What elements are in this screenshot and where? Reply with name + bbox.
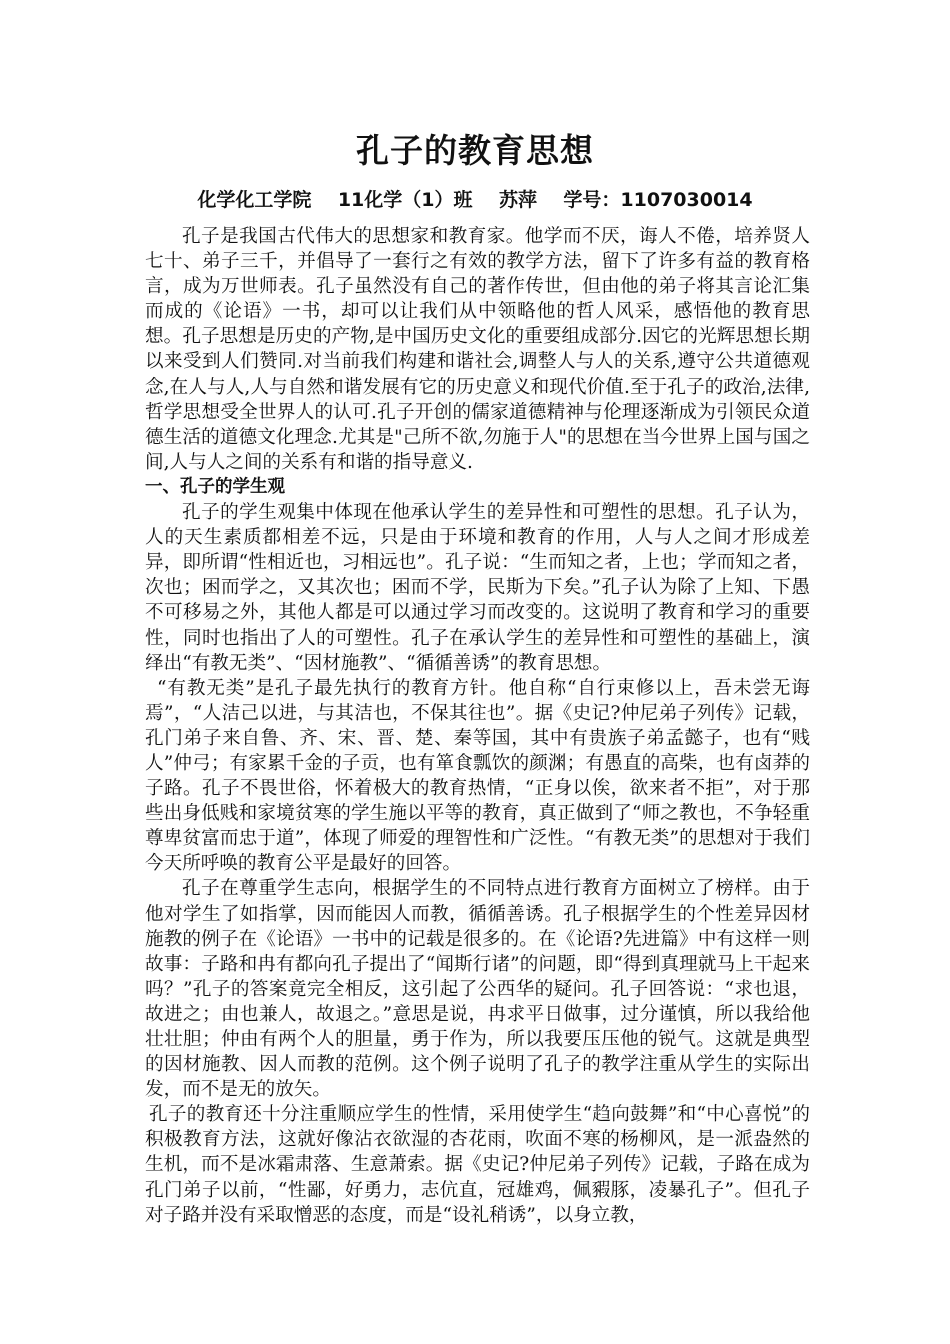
body-paragraph-1: 孔子的学生观集中体现在他承认学生的差异性和可塑性的思想。孔子认为，人的天生素质都相差不远，只是由于环境和教育的作用，人与人之间才形成差异，即所谓“性相近也，习相远也”。孔子说：“生而知之者，上也；学而知之者，次也；困而学之，又其次也；困而不学，民斯为下矣。”孔子认为除了上知、下愚不可移易之外，其他人都是可以通过学习而改变的。这说明了教育和学习的重要性，同时也指出了人的可塑性。孔子在承认学生的差异性和可塑性的基础上，演绎出“有教无类”、“因材施教”、“循循善诱”的教育思想。 bbox=[145, 502, 810, 674]
body-paragraph-2: “有教无类”是孔子最先执行的教育方针。他自称“自行束修以上，吾未尝无诲焉”，“人洁己以进，与其洁也，不保其往也”。据《史记?仲尼弟子列传》记载，孔门弟子来自鲁、齐、宋、晋、楚、秦等国，其中有贵族子弟孟懿子，也有“贱人”仲弓；有家累千金的子贡，也有箪食瓢饮的颜渊；有愚直的高柴，也有卤莽的子路。孔子不畏世俗，怀着极大的教育热情，“正身以俟，欲来者不拒”，对于那些出身低贱和家境贫寒的学生施以平等的教育，真正做到了“师之教也，不争轻重尊卑贫富而忠于道”，体现了师爱的理智性和广泛性。“有教无类”的思想对于我们今天所呼唤的教育公平是最好的回答。 bbox=[145, 677, 810, 875]
document-body bbox=[145, 224, 810, 1228]
intro-paragraph: 孔子是我国古代伟大的思想家和教育家。他学而不厌，诲人不倦，培养贤人七十、弟子三千，并倡导了一套行之有效的教学方法，留下了许多有益的教育格言，成为万世师表。孔子虽然没有自己的著作传世，但由他的弟子将其言论汇集而成的《论语》一书，却可以让我们从中领略他的哲人风采，感悟他的教育思想。孔子思想是历史的产物,是中国历史文化的重要组成部分.因它的光辉思想长期以来受到人们赞同.对当前我们构建和谐社会,调整人与人的关系,遵守公共道德观念,在人与人,人与自然和谐发展有它的历史意义和现代价值.至于孔子的政治,法律,哲学思想受全世界人的认可.孔子开创的儒家道德精神与伦理逐渐成为引领民众道德生活的道德文化理念.尤其是"己所不欲,勿施于人"的思想在当今世界上国与国之间,人与人之间的关系有和谐的指导意义. bbox=[145, 226, 810, 473]
author-byline: 化学化工学院 11化学（1）班 苏萍 学号：1107030014 bbox=[197, 189, 753, 211]
document-title: 孔子的教育思想 bbox=[356, 131, 594, 170]
section-heading: 一、孔子的学生观 bbox=[145, 476, 285, 497]
body-paragraph-4: 孔子的教育还十分注重顺应学生的性情，采用使学生“趋向鼓舞”和“中心喜悦”的积极教育方法，这就好像沾衣欲湿的杏花雨，吹面不寒的杨柳风，是一派盎然的生机，而不是冰霜肃落、生意萧索。据《史记?仲尼弟子列传》记载，子路在成为孔门弟子以前，“性鄙，好勇力，志伉直，冠雄鸡，佩豭豚，凌暴孔子”。但孔子对子路并没有采取憎恶的态度，而是“设礼稍诱”，以身立教， bbox=[145, 1104, 810, 1226]
body-paragraph-3: 孔子在尊重学生志向，根据学生的不同特点进行教育方面树立了榜样。由于他对学生了如指掌，因而能因人而教，循循善诱。孔子根据学生的个性差异因材施教的例子在《论语》一书中的记载是很多的。在《论语?先进篇》中有这样一则故事：子路和冉有都向孔子提出了“闻斯行诸”的问题，即“得到真理就马上干起来吗？”孔子的答案竟完全相反，这引起了公西华的疑问。孔子回答说：“求也退，故进之；由也兼人，故退之。”意思是说，冉求平日做事，过分谨慎，所以我给他壮壮胆；仲由有两个人的胆量，勇于作为，所以我要压压他的锐气。这就是典型的因材施教、因人而教的范例。这个例子说明了孔子的教学注重从学生的实际出发，而不是无的放矢。 bbox=[145, 878, 810, 1101]
